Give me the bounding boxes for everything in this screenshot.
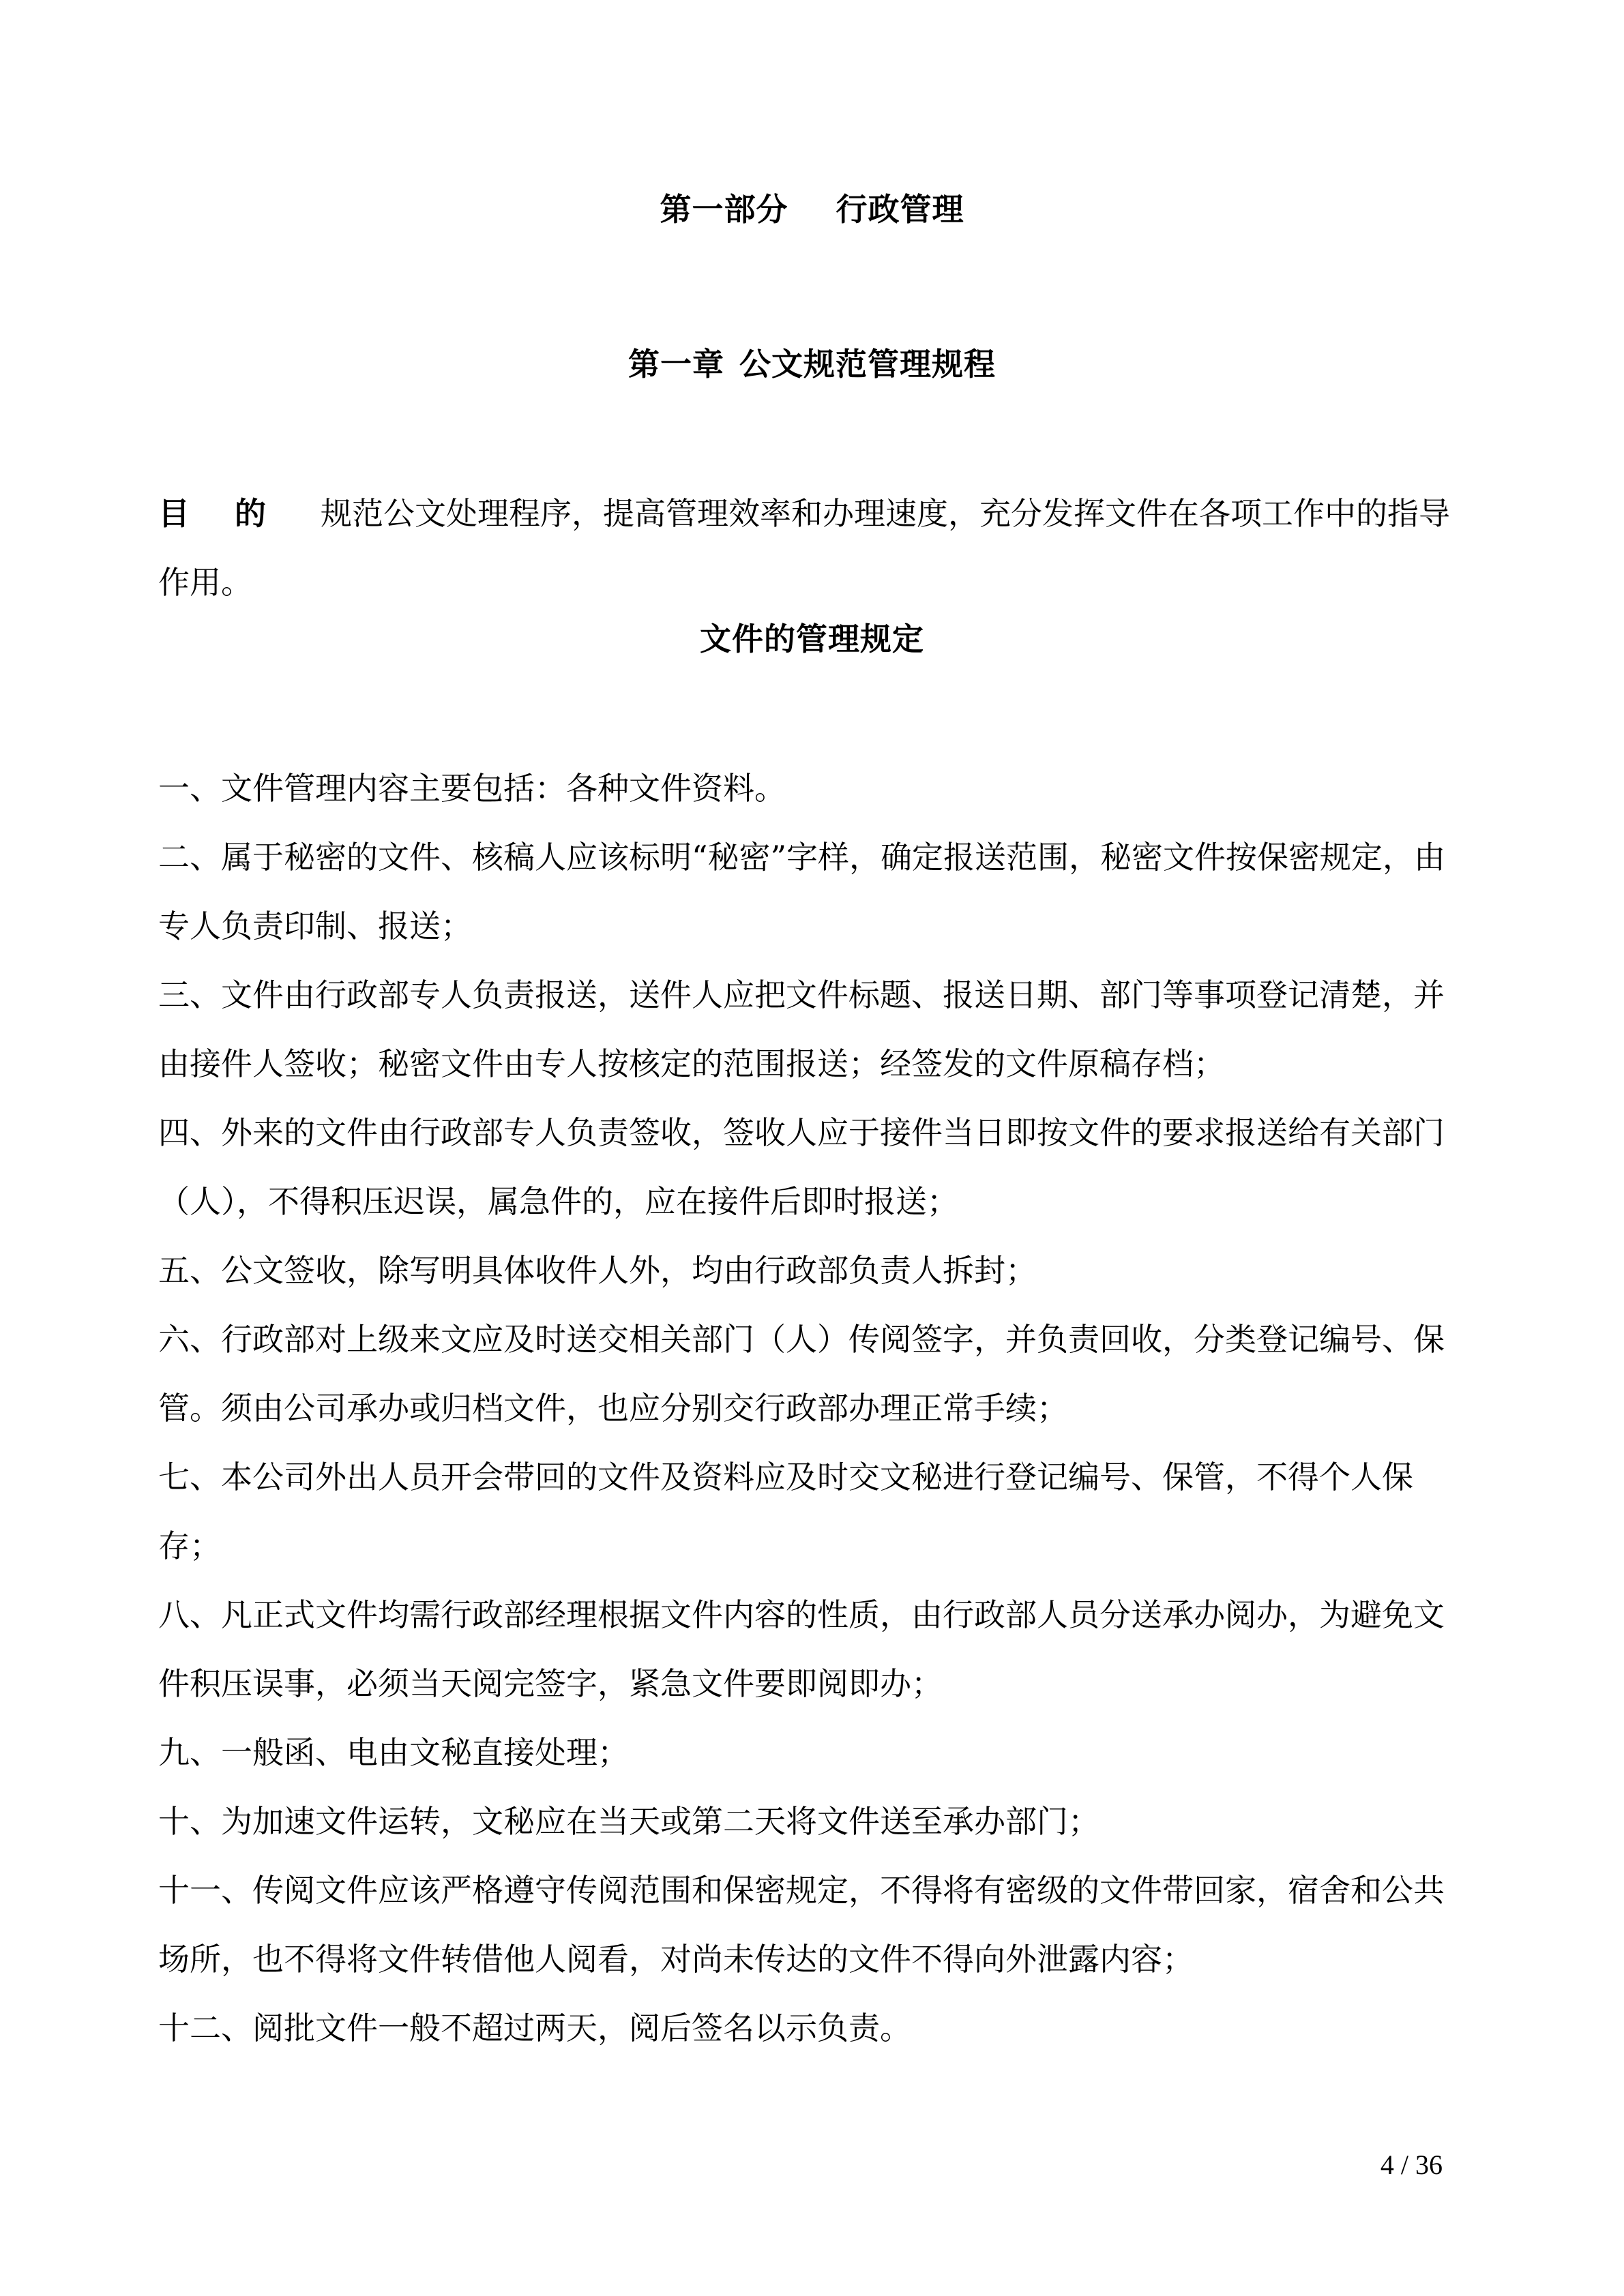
rule-item: 七、本公司外出人员开会带回的文件及资料应及时交文秘进行登记编号、保管，不得个人保存；: [158, 1459, 1413, 1564]
purpose-text: 规范公文处理程序，提高管理效率和办理速度，充分发挥文件在各项工作中的指导作用。: [158, 495, 1450, 601]
part-number: 第一部分: [660, 191, 788, 228]
part-name: 行政管理: [836, 191, 964, 228]
rule-item: 十二、阅批文件一般不超过两天，阅后签名以示负责。: [158, 2010, 911, 2046]
purpose-label-char-2: 的: [235, 495, 266, 532]
rule-item: 八、凡正式文件均需行政部经理根据文件内容的性质，由行政部人员分送承办阅办，为避免文件积压误事，必须当天阅完签字，紧急文件要即阅即办；: [158, 1596, 1445, 1702]
rules-list: [158, 754, 1454, 2063]
rule-item: 二、属于秘密的文件、核稿人应该标明“秘密”字样，确定报送范围，秘密文件按保密规定，由专人负责印制、报送；: [158, 839, 1446, 944]
rule-item: 十一、传阅文件应该严格遵守传阅范围和保密规定，不得将有密级的文件带回家，宿舍和公共场所，也不得将文件转借他人阅看，对尚未传达的文件不得向外泄露内容；: [158, 1872, 1445, 1978]
rule-item: 十、为加速文件运转，文秘应在当天或第二天将文件送至承办部门；: [158, 1803, 1099, 1840]
chapter-title: [0, 344, 1624, 385]
purpose-paragraph: [158, 479, 1454, 617]
rule-item: 四、外来的文件由行政部专人负责签收，签收人应于接件当日即按文件的要求报送给有关部门（人），不得积压迟误，属急件的，应在接件后即时报送；: [158, 1114, 1445, 1220]
part-title: [0, 189, 1624, 230]
purpose-label: [158, 479, 321, 548]
chapter-number: 第一章: [628, 346, 724, 383]
rule-item: 九、一般函、电由文秘直接处理；: [158, 1734, 629, 1771]
purpose-label-char-1: 目: [158, 495, 190, 532]
page-number: 4 / 36: [1380, 2149, 1443, 2180]
chapter-name: 公文规范管理规程: [739, 346, 996, 383]
rule-item: 三、文件由行政部专人负责报送，送件人应把文件标题、报送日期、部门等事项登记清楚，并由接件人签收；秘密文件由专人按核定的范围报送；经签发的文件原稿存档；: [158, 976, 1445, 1082]
rule-item: 六、行政部对上级来文应及时送交相关部门（人）传阅签字，并负责回收，分类登记编号、保管。须由公司承办或归档文件，也应分别交行政部办理正常手续；: [158, 1321, 1445, 1427]
section-title: 文件的管理规定: [700, 621, 924, 657]
rule-item: 一、文件管理内容主要包括：各种文件资料。: [158, 770, 786, 807]
rule-item: 五、公文签收，除写明具体收件人外，均由行政部负责人拆封；: [158, 1252, 1037, 1289]
